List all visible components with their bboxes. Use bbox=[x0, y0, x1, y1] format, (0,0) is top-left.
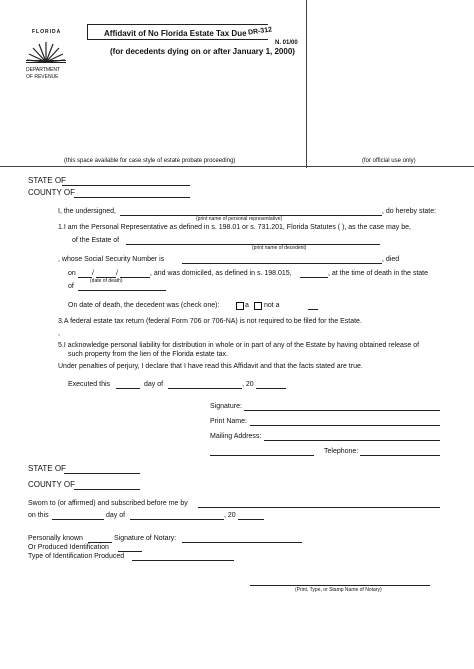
signature-label: Signature: bbox=[210, 403, 242, 410]
notary-signature-field[interactable] bbox=[182, 542, 302, 543]
pr-name-caption: (print name of personal representative) bbox=[196, 216, 283, 222]
date-of-death-caption: (date of death) bbox=[90, 278, 123, 284]
notary-name-caption: (Print, Type, or Stamp Name of Notary) bbox=[295, 587, 382, 593]
executed-day-of-label: day of bbox=[144, 381, 164, 388]
form-subtitle: (for decedents dying on or after January 1, 2000) bbox=[110, 47, 295, 56]
date-separator-2: / bbox=[116, 270, 118, 277]
intro-end-text: , do hereby state: bbox=[382, 208, 437, 215]
telephone-field[interactable] bbox=[360, 455, 440, 456]
dor-logo bbox=[24, 22, 68, 84]
form-title: Affidavit of No Florida Estate Tax Due bbox=[104, 29, 247, 38]
logo-department-text: DEPARTMENT bbox=[26, 67, 60, 73]
county-field[interactable] bbox=[74, 197, 190, 198]
resident-checkbox[interactable] bbox=[236, 302, 244, 310]
of-label: of bbox=[68, 283, 74, 290]
perjury-statement: Under penalties of perjury, I declare that I have read this Affidavit and that the facts stated are true. bbox=[58, 363, 363, 370]
decedent-status-text: On date of death, the decedent was (check one): bbox=[68, 302, 220, 309]
notary-county-field[interactable] bbox=[74, 489, 140, 490]
executed-this-label: Executed this bbox=[68, 381, 111, 388]
form-number: DR-312 bbox=[247, 26, 273, 37]
signature-of-notary-label: Signature of Notary: bbox=[114, 535, 177, 542]
state-label: STATE OF bbox=[28, 176, 66, 185]
nonresident-option-label: not a bbox=[264, 302, 280, 309]
logo-of-revenue-text: OF REVENUE bbox=[26, 74, 59, 80]
official-use-caption: (for official use only) bbox=[362, 158, 416, 164]
notary-year-prefix: , 20 bbox=[224, 512, 236, 519]
mailing-address-field-1[interactable] bbox=[264, 440, 440, 441]
signature-field[interactable] bbox=[244, 410, 440, 411]
probate-caption: (this space available for case style of estate probate proceeding) bbox=[64, 158, 236, 164]
logo-florida-text: FLORIDA bbox=[32, 29, 62, 35]
ssn-field[interactable] bbox=[182, 263, 382, 264]
type-of-identification-label: Type of Identification Produced bbox=[28, 553, 125, 560]
header-rule bbox=[0, 166, 474, 167]
state-field[interactable] bbox=[62, 185, 190, 186]
date-separator-1: / bbox=[92, 270, 94, 277]
notary-state-label: STATE OF bbox=[28, 464, 66, 473]
died-label: , died bbox=[382, 256, 400, 263]
ssn-label: , whose Social Security Number is bbox=[58, 256, 165, 263]
print-name-field[interactable] bbox=[250, 425, 440, 426]
print-name-label: Print Name: bbox=[210, 418, 247, 425]
item-5-text-line-2: such property from the lien of the Florida estate tax. bbox=[68, 351, 228, 358]
official-use-divider bbox=[306, 0, 307, 168]
personally-known-field[interactable] bbox=[88, 542, 112, 543]
death-year-field[interactable] bbox=[120, 277, 150, 278]
resident-option-label: a bbox=[245, 302, 249, 309]
item-3-text: 3.A federal estate tax return (federal Form 706 or 706-NA) is not required to be filed for the Estate. bbox=[58, 318, 362, 325]
item-5-text-line-1: 5.I acknowledge personal liability for distribution in whole or in part of any of the Estate by having obtained release of bbox=[58, 342, 420, 349]
affiant-name-field[interactable] bbox=[198, 507, 440, 508]
mailing-address-field-2[interactable] bbox=[210, 455, 314, 456]
personally-known-label: Personally known bbox=[28, 535, 83, 542]
executed-year-prefix: , 20 bbox=[242, 381, 254, 388]
notary-day-field[interactable] bbox=[52, 519, 104, 520]
form-revision: N. 01/00 bbox=[275, 40, 298, 46]
produced-identification-field[interactable] bbox=[118, 551, 142, 552]
notary-month-field[interactable] bbox=[130, 519, 224, 520]
item-1-text: 1.I am the Personal Representative as defined in s. 198.01 or s. 731.201, Florida Statutes ( ), as the case may be, bbox=[58, 224, 411, 231]
county-label: COUNTY OF bbox=[28, 188, 75, 197]
notary-state-field[interactable] bbox=[64, 473, 140, 474]
notary-day-of-label: day of bbox=[106, 512, 126, 519]
telephone-label: Telephone: bbox=[324, 448, 359, 455]
domiciled-text: , and was domiciled, as defined in s. 198.015, bbox=[150, 270, 292, 277]
notary-on-this-label: on this bbox=[28, 512, 49, 519]
executed-day-field[interactable] bbox=[116, 388, 140, 389]
domicile-field[interactable] bbox=[300, 277, 328, 278]
estate-of-label: of the Estate of bbox=[72, 237, 120, 244]
notary-name-field[interactable] bbox=[250, 585, 430, 586]
notary-county-label: COUNTY OF bbox=[28, 480, 75, 489]
nonresident-checkbox[interactable] bbox=[254, 302, 262, 310]
executed-month-field[interactable] bbox=[168, 388, 242, 389]
at-time-text: , at the time of death in the state bbox=[328, 270, 429, 277]
notary-year-field[interactable] bbox=[238, 519, 264, 520]
produced-identification-label: Or Produced Identification bbox=[28, 544, 109, 551]
type-of-identification-field[interactable] bbox=[132, 560, 234, 561]
state-of-domicile-field[interactable] bbox=[78, 290, 166, 291]
sworn-text: Sworn to (or affirmed) and subscribed before me by bbox=[28, 500, 188, 507]
executed-year-field[interactable] bbox=[256, 388, 286, 389]
comma-mark: , bbox=[58, 330, 60, 337]
mailing-address-label: Mailing Address: bbox=[210, 433, 262, 440]
intro-text: I, the undersigned, bbox=[58, 208, 116, 215]
residency-field[interactable] bbox=[308, 309, 318, 310]
decedent-name-caption: (print name of decedent) bbox=[252, 245, 307, 251]
on-label: on bbox=[68, 270, 76, 277]
